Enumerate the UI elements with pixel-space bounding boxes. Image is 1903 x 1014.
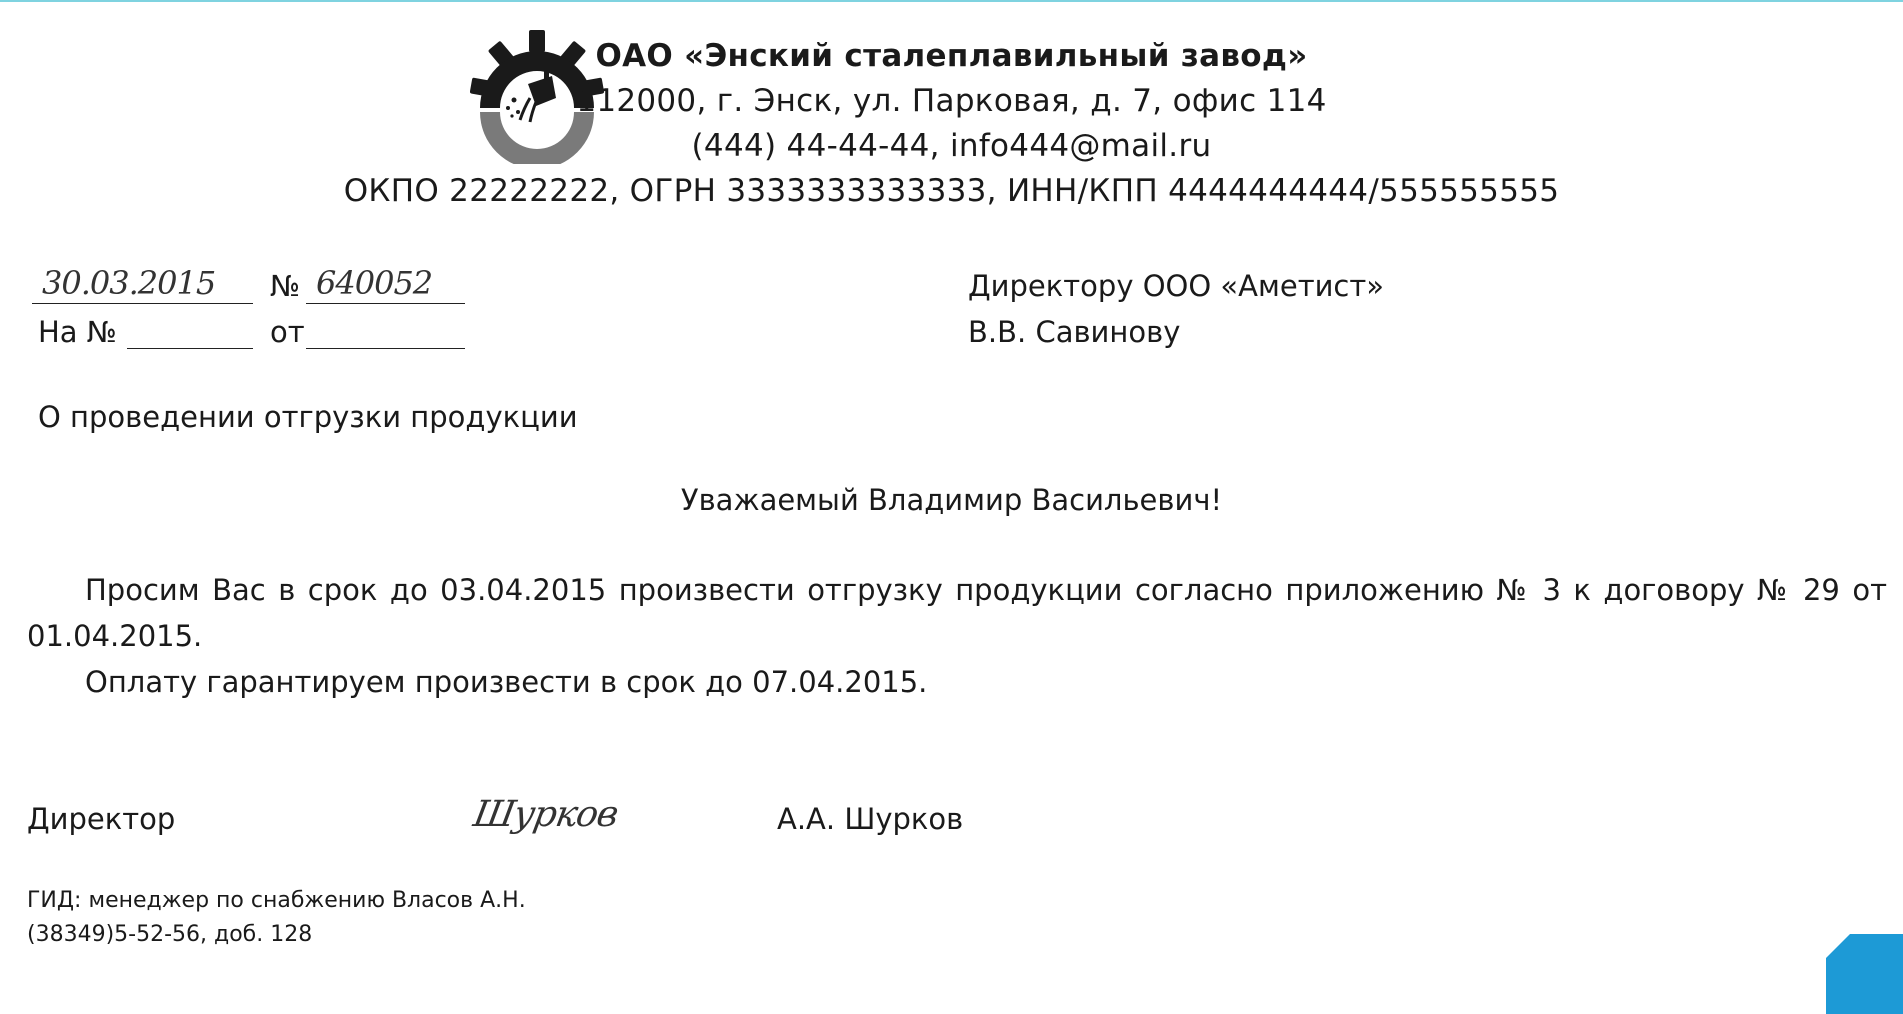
reply-from-label: от xyxy=(270,315,305,349)
company-contacts: (444) 44-44-44, info444@mail.ru xyxy=(691,128,1212,164)
salutation: Уважаемый Владимир Васильевич! xyxy=(680,483,1223,517)
company-name: ОАО «Энский сталеплавильный завод» xyxy=(595,38,1308,74)
number-underline xyxy=(306,303,465,304)
reply-number-blank xyxy=(127,348,253,349)
reply-number-label: На № xyxy=(38,315,117,349)
outgoing-date: 30.03.2015 xyxy=(42,264,216,302)
executor-line-2: (38349)5-52-56, доб. 128 xyxy=(27,922,313,947)
handwritten-signature: Шурков xyxy=(470,794,621,835)
letter-subject: О проведении отгрузки продукции xyxy=(38,400,578,434)
date-underline xyxy=(32,303,253,304)
body-paragraph-1: Просим Вас в срок до 03.04.2015 произвести отгрузку продукции согласно приложению № 3 к договору № 29 от 01.04.2015. xyxy=(27,573,1887,653)
signatory-position: Директор xyxy=(27,802,176,836)
corner-fold xyxy=(1826,934,1850,958)
signatory-name: А.А. Шурков xyxy=(777,802,964,836)
number-label: № xyxy=(270,269,301,303)
outgoing-number: 640052 xyxy=(316,264,433,302)
addressee-line-2: В.В. Савинову xyxy=(968,315,1181,349)
executor-line-1: ГИД: менеджер по снабжению Власов А.Н. xyxy=(27,888,526,913)
body-paragraph-2: Оплату гарантируем произвести в срок до 07.04.2015. xyxy=(85,665,928,699)
addressee-line-1: Директору ООО «Аметист» xyxy=(968,269,1385,303)
reply-date-blank xyxy=(306,348,465,349)
company-address: 112000, г. Энск, ул. Парковая, д. 7, офис 114 xyxy=(576,83,1327,119)
company-registry: ОКПО 22222222, ОГРН 3333333333333, ИНН/КПП 4444444444/555555555 xyxy=(343,173,1560,209)
